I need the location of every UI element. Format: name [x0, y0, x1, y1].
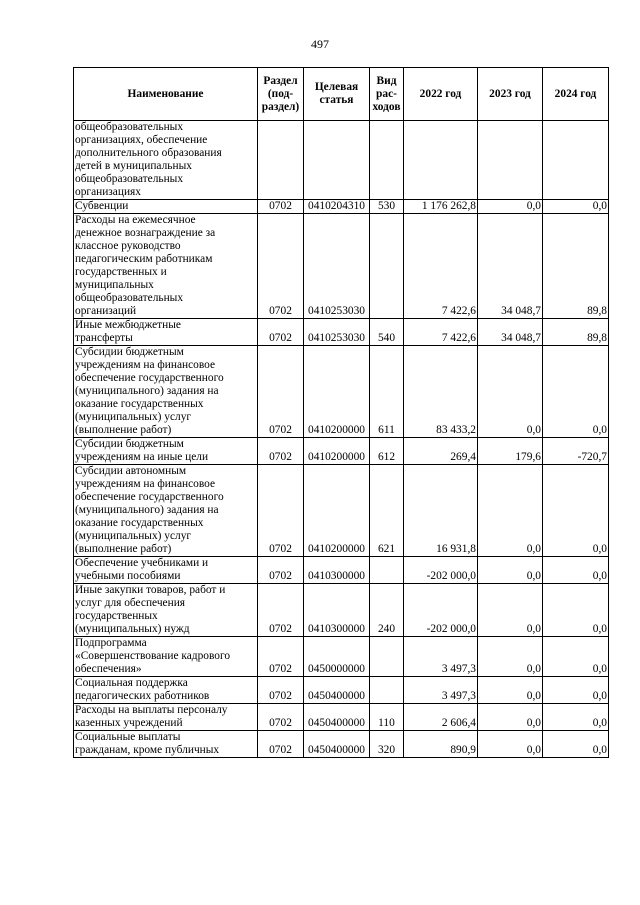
cell-2024: 89,8: [543, 214, 609, 319]
cell-2022: 83 433,2: [404, 346, 478, 438]
cell-section: 0702: [258, 557, 304, 584]
cell-expense: 612: [370, 438, 404, 465]
cell-section: 0702: [258, 637, 304, 677]
cell-section: [258, 121, 304, 200]
cell-2023: 0,0: [478, 557, 543, 584]
table-row: [74, 584, 609, 637]
cell-expense: [370, 121, 404, 200]
cell-name: Расходы на ежемесячное денежное вознаграждение за классное руководство педагогическим работникам государственных и муниципальных общеобразовательных организаций: [74, 214, 258, 319]
table-row: [74, 121, 609, 200]
cell-2022: 3 497,3: [404, 677, 478, 704]
table-row: [74, 731, 609, 758]
cell-2022: 3 497,3: [404, 637, 478, 677]
cell-2024: 89,8: [543, 319, 609, 346]
cell-section: 0702: [258, 214, 304, 319]
cell-2023: 0,0: [478, 637, 543, 677]
cell-name: общеобразовательных организациях, обеспечение дополнительного образования детей в муниципальных общеобразовательных организациях: [74, 121, 258, 200]
cell-target: 0410200000: [304, 346, 370, 438]
table-row: [74, 465, 609, 557]
cell-target: 0450400000: [304, 731, 370, 758]
cell-expense: 110: [370, 704, 404, 731]
table-row: [74, 677, 609, 704]
cell-expense: 621: [370, 465, 404, 557]
cell-expense: 611: [370, 346, 404, 438]
cell-target: 0410253030: [304, 214, 370, 319]
cell-2023: 179,6: [478, 438, 543, 465]
cell-section: 0702: [258, 465, 304, 557]
table-row: [74, 200, 609, 214]
cell-section: 0702: [258, 346, 304, 438]
cell-section: 0702: [258, 319, 304, 346]
cell-section: 0702: [258, 438, 304, 465]
cell-2024: 0,0: [543, 731, 609, 758]
header-target: Целевая статья: [304, 68, 370, 121]
cell-2024: 0,0: [543, 557, 609, 584]
cell-2022: 890,9: [404, 731, 478, 758]
cell-name: Субвенции: [74, 200, 258, 214]
table-row: [74, 438, 609, 465]
cell-2022: 1 176 262,8: [404, 200, 478, 214]
cell-target: 0410200000: [304, 438, 370, 465]
cell-name: Иные закупки товаров, работ и услуг для обеспечения государственных (муниципальных) нужд: [74, 584, 258, 637]
table-header-row: [74, 68, 609, 121]
cell-2023: 0,0: [478, 346, 543, 438]
cell-expense: [370, 557, 404, 584]
cell-2023: 0,0: [478, 200, 543, 214]
cell-target: [304, 121, 370, 200]
cell-2022: 7 422,6: [404, 214, 478, 319]
cell-section: 0702: [258, 704, 304, 731]
cell-2024: 0,0: [543, 637, 609, 677]
cell-2023: 34 048,7: [478, 214, 543, 319]
table-row: [74, 557, 609, 584]
cell-2023: 0,0: [478, 731, 543, 758]
cell-2023: 0,0: [478, 465, 543, 557]
header-expense: Вид рас-ходов: [370, 68, 404, 121]
cell-2022: -202 000,0: [404, 557, 478, 584]
cell-2024: 0,0: [543, 465, 609, 557]
cell-name: Субсидии автономным учреждениям на финансовое обеспечение государственного (муниципального) задания на оказание государственных (муниципальных) услуг (выполнение работ): [74, 465, 258, 557]
cell-target: 0410204310: [304, 200, 370, 214]
cell-section: 0702: [258, 677, 304, 704]
cell-name: Социальные выплаты гражданам, кроме публичных: [74, 731, 258, 758]
header-2022: 2022 год: [404, 68, 478, 121]
cell-target: 0410300000: [304, 584, 370, 637]
cell-name: Обеспечение учебниками и учебными пособиями: [74, 557, 258, 584]
cell-2022: -202 000,0: [404, 584, 478, 637]
table-row: [74, 704, 609, 731]
page-number: 497: [311, 37, 329, 51]
cell-2022: 269,4: [404, 438, 478, 465]
cell-2024: -720,7: [543, 438, 609, 465]
cell-expense: 320: [370, 731, 404, 758]
cell-2024: 0,0: [543, 200, 609, 214]
cell-target: 0410200000: [304, 465, 370, 557]
cell-name: Подпрограмма «Совершенствование кадрового обеспечения»: [74, 637, 258, 677]
cell-target: 0450000000: [304, 637, 370, 677]
cell-expense: [370, 677, 404, 704]
cell-expense: 540: [370, 319, 404, 346]
cell-2024: 0,0: [543, 677, 609, 704]
cell-2023: 0,0: [478, 704, 543, 731]
cell-2022: 16 931,8: [404, 465, 478, 557]
cell-target: 0410300000: [304, 557, 370, 584]
cell-target: 0450400000: [304, 704, 370, 731]
cell-expense: 530: [370, 200, 404, 214]
cell-2022: 2 606,4: [404, 704, 478, 731]
header-section: Раздел (под-раздел): [258, 68, 304, 121]
cell-2023: [478, 121, 543, 200]
cell-section: 0702: [258, 200, 304, 214]
cell-target: 0410253030: [304, 319, 370, 346]
cell-2023: 0,0: [478, 584, 543, 637]
cell-name: Расходы на выплаты персоналу казенных учреждений: [74, 704, 258, 731]
cell-name: Иные межбюджетные трансферты: [74, 319, 258, 346]
cell-name: Субсидии бюджетным учреждениям на финансовое обеспечение государственного (муниципального) задания на оказание государственных (муниципальных) услуг (выполнение работ): [74, 346, 258, 438]
cell-section: 0702: [258, 731, 304, 758]
header-name: Наименование: [74, 68, 258, 121]
cell-expense: [370, 214, 404, 319]
cell-2024: 0,0: [543, 704, 609, 731]
cell-2022: 7 422,6: [404, 319, 478, 346]
cell-expense: 240: [370, 584, 404, 637]
cell-name: Социальная поддержка педагогических работников: [74, 677, 258, 704]
table-row: [74, 346, 609, 438]
cell-2022: [404, 121, 478, 200]
cell-section: 0702: [258, 584, 304, 637]
cell-name: Субсидии бюджетным учреждениям на иные цели: [74, 438, 258, 465]
table-row: [74, 319, 609, 346]
table-row: [74, 214, 609, 319]
cell-2024: [543, 121, 609, 200]
cell-target: 0450400000: [304, 677, 370, 704]
table-row: [74, 637, 609, 677]
budget-table: [73, 67, 609, 758]
cell-2024: 0,0: [543, 584, 609, 637]
cell-2023: 0,0: [478, 677, 543, 704]
header-2023: 2023 год: [478, 68, 543, 121]
cell-2023: 34 048,7: [478, 319, 543, 346]
header-2024: 2024 год: [543, 68, 609, 121]
cell-2024: 0,0: [543, 346, 609, 438]
cell-expense: [370, 637, 404, 677]
